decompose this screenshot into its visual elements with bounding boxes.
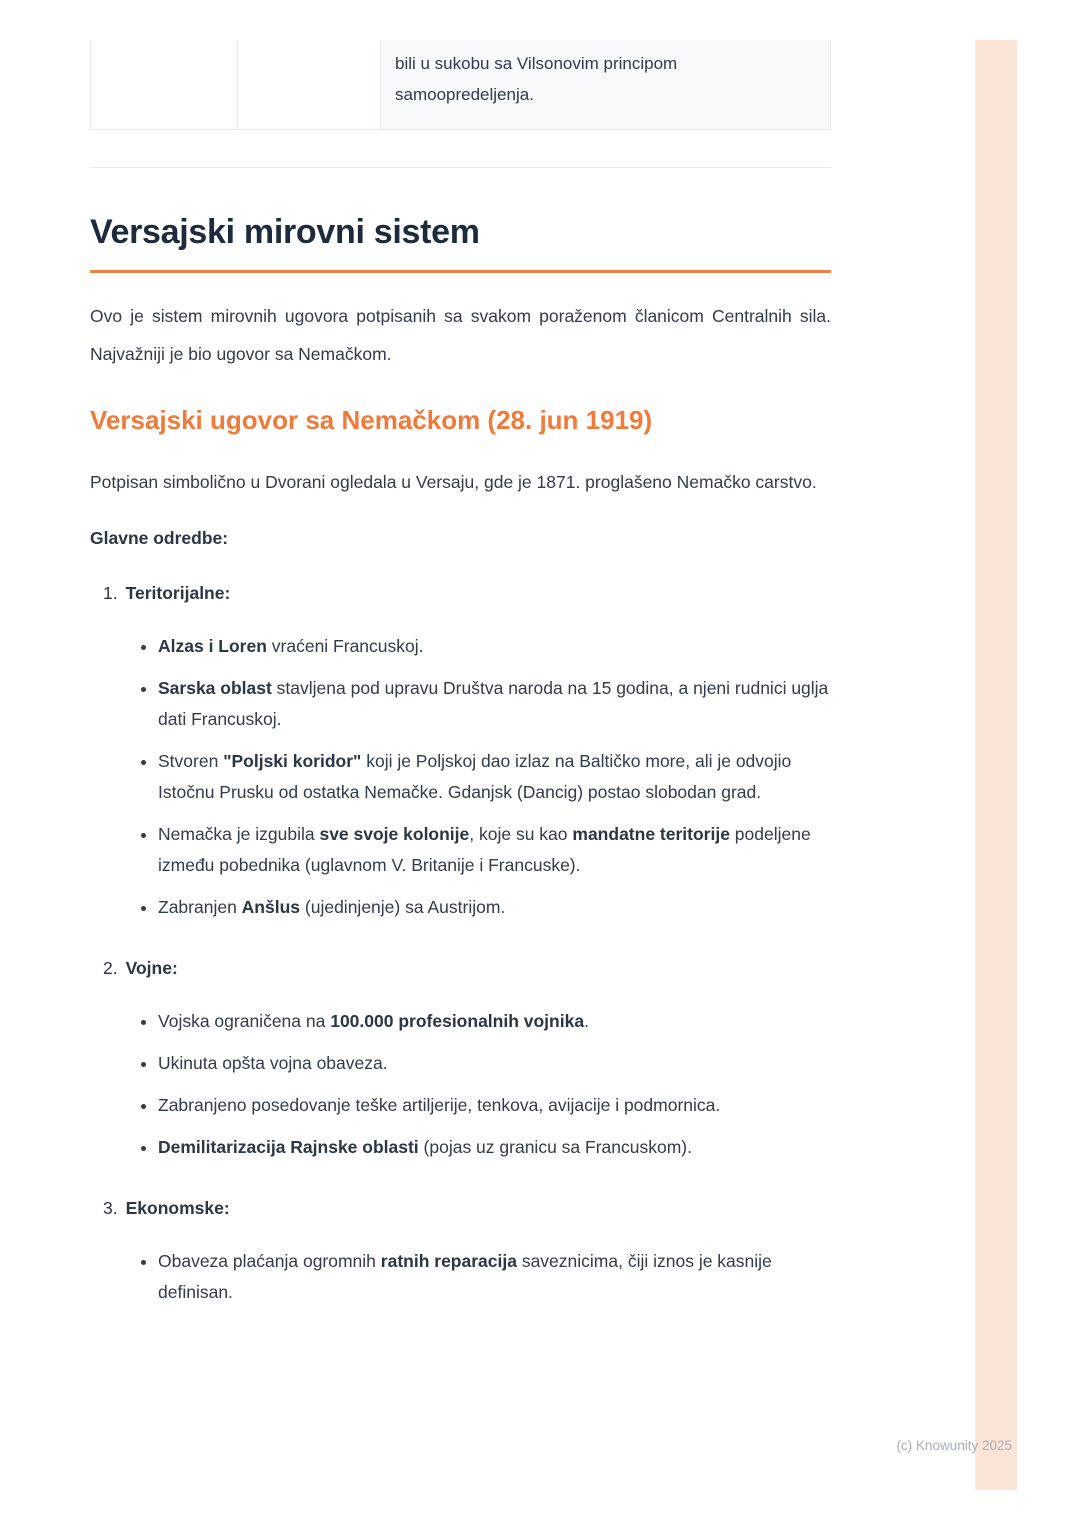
section-heading — [90, 1193, 831, 1224]
bullet-item — [158, 819, 831, 881]
text-segment: mandatne teritorije — [572, 824, 730, 844]
bullet-item — [158, 673, 831, 735]
bullet-item — [158, 746, 831, 808]
table-cell-empty-1 — [91, 40, 238, 129]
provisions-label: Glavne odredbe: — [90, 528, 229, 548]
section-number: 1. — [103, 583, 118, 603]
page-edge-stripe — [975, 40, 1017, 1490]
text-segment: koji je Poljskoj dao izlaz na Baltičko more, ali je odvojio Istočnu Prusku od ostatka Nemačke. Gdanjsk (Dancig) postao slobodan grad. — [158, 751, 792, 802]
provision-section — [90, 1193, 831, 1308]
text-segment: Ukinuta opšta vojna obaveza. — [158, 1053, 388, 1073]
bullet-item — [158, 1090, 831, 1121]
table-cell-highlight: bili u sukobu sa Vilsonovim principom samoopredeljenja. — [381, 40, 831, 129]
bullet-item — [158, 1048, 831, 1079]
bullet-item — [158, 892, 831, 923]
text-segment: ratnih reparacija — [380, 1251, 517, 1271]
section-bullets — [90, 631, 831, 923]
text-segment: . — [584, 1011, 589, 1031]
text-segment: Obaveza plaćanja ogromnih — [158, 1251, 381, 1271]
document-content — [90, 40, 831, 1308]
section-bullets — [90, 1006, 831, 1163]
provisions-list — [90, 578, 831, 1308]
section-heading — [90, 953, 831, 984]
bullet-item — [158, 1132, 831, 1163]
text-segment: stavljena pod upravu Društva naroda na 15 godina, a njeni rudnici uglja dati Francuskoj. — [158, 678, 829, 729]
text-segment: vraćeni Francuskoj. — [266, 636, 424, 656]
text-segment: , koje su kao — [469, 824, 573, 844]
text-segment: Zabranjeno posedovanje teške artiljerije, tenkova, avijacije i podmornica. — [158, 1095, 721, 1115]
subsection-title: Versajski ugovor sa Nemačkom (28. jun 1919) — [90, 405, 653, 435]
bullet-item — [158, 1006, 831, 1037]
text-segment: Nemačka je izgubila — [158, 824, 320, 844]
section-divider — [90, 167, 831, 168]
footer-credit: (c) Knowunity 2025 — [896, 1438, 1012, 1453]
text-segment: Alzas i Loren — [158, 636, 267, 656]
table-cell-empty-2 — [238, 40, 381, 129]
text-segment: Sarska oblast — [158, 678, 272, 698]
text-segment: "Poljski koridor" — [223, 751, 362, 771]
title-underline-rule — [90, 270, 831, 273]
text-segment: (ujedinjenje) sa Austrijom. — [300, 897, 506, 917]
treaty-intro-paragraph: Potpisan simbolično u Dvorani ogledala u Versaju, gde je 1871. proglašeno Nemačko carstvo. — [90, 472, 817, 492]
section-bullets — [90, 1246, 831, 1308]
text-segment: saveznicima, čiji iznos je kasnije definisan. — [158, 1251, 772, 1302]
text-segment: podeljene između pobednika (uglavnom V. Britanije i Francuske). — [158, 824, 811, 875]
provision-section — [90, 578, 831, 923]
text-segment: Vojska ograničena na — [158, 1011, 331, 1031]
text-segment: Stvoren — [158, 751, 224, 771]
text-segment: (pojas uz granicu sa Francuskom). — [418, 1137, 692, 1157]
page-title: Versajski mirovni sistem — [90, 213, 480, 251]
section-heading — [90, 578, 831, 609]
section-title: Vojne: — [125, 958, 178, 978]
text-segment: Demilitarizacija Rajnske oblasti — [158, 1137, 419, 1157]
provision-section — [90, 953, 831, 1163]
text-segment: sve svoje kolonije — [319, 824, 470, 844]
section-title: Teritorijalne: — [125, 583, 231, 603]
bullet-item — [158, 631, 831, 662]
table-fragment — [90, 40, 831, 130]
text-segment: Zabranjen — [158, 897, 242, 917]
bullet-item — [158, 1246, 831, 1308]
intro-paragraph: Ovo je sistem mirovnih ugovora potpisanih sa svakom poraženom članicom Centralnih sila. Najvažniji je bio ugovor sa Nemačkom. — [90, 306, 831, 364]
text-segment: 100.000 profesionalnih vojnika — [330, 1011, 585, 1031]
text-segment: Anšlus — [241, 897, 301, 917]
section-title: Ekonomske: — [125, 1198, 230, 1218]
section-number: 3. — [103, 1198, 118, 1218]
section-number: 2. — [103, 958, 118, 978]
